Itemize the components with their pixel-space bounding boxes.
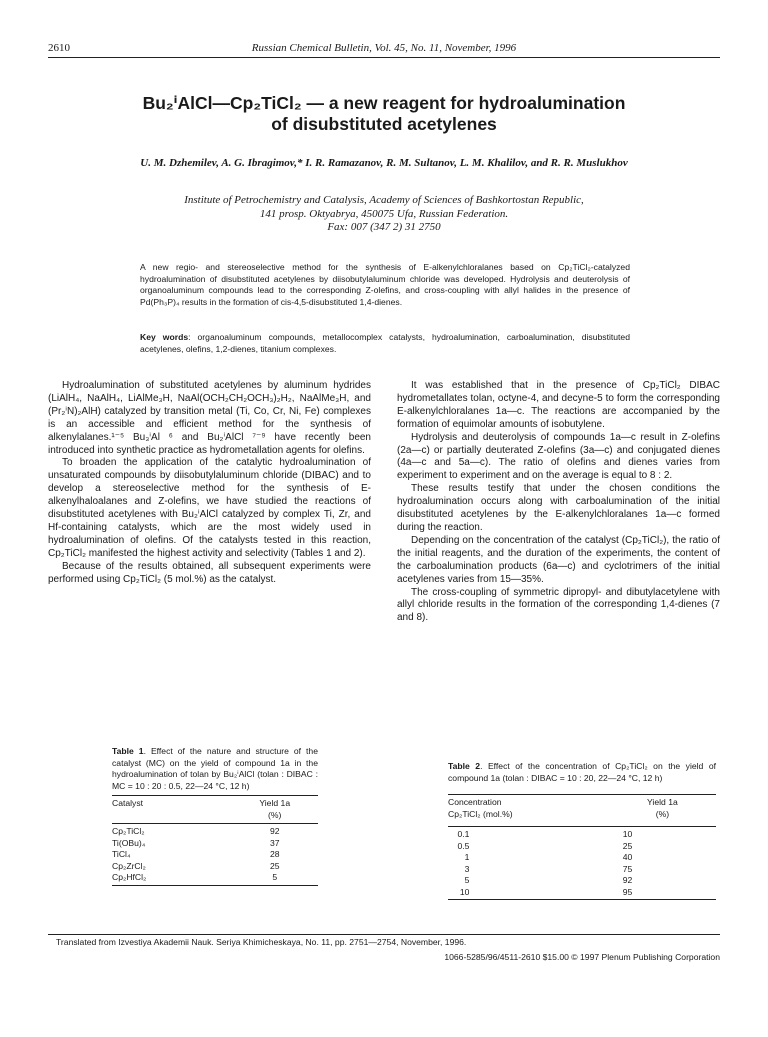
body-column-right [397,380,720,625]
table-cell: 5 [272,872,278,882]
article-title [48,93,720,135]
table-cell: TiCl₄ [112,849,131,859]
column-header [231,796,318,821]
table-2-label: Table 2 [448,761,481,771]
table-rule [448,899,716,900]
table-row [112,861,318,873]
table-cell: 75 [622,863,633,874]
paragraph: Depending on the concentration of the catalyst (Cp₂TiCl₂), the ratio of the initial reagents, and the duration of the experiments, the content of the carboalumination products (6a—c) and cyclotrimers of the initial acetylenes varies from 15—35%. [397,534,720,585]
paragraph: Because of the results obtained, all subsequent experiments were performed using Cp₂TiCl₂ (5 mol.%) as the catalyst. [48,560,371,585]
journal-citation: Russian Chemical Bulletin, Vol. 45, No. 11, November, 1996 [251,42,517,54]
table-cell: 0.1 [457,829,470,839]
table-cell: 1 [464,852,470,862]
column-header-line: Yield 1a [259,798,291,808]
table-row [112,838,318,850]
table-row [112,849,318,861]
table-header-row [448,795,716,820]
table-cell: 25 [622,840,633,851]
column-header [448,795,609,820]
translation-note: Translated from Izvestiya Akademii Nauk. Seriya Khimicheskaya, No. 11, pp. 2751—2754, November, 1996. [56,937,467,947]
column-header: Catalyst [112,798,144,808]
table-cell: 3 [464,863,470,874]
keywords-label: Key words [140,332,189,342]
table-row [448,852,716,864]
table-2-grid [448,795,716,820]
footer-rule [48,934,720,935]
table-2-caption [448,761,716,784]
column-header-line: Concentration [448,797,502,807]
table-cell: Cp₂TiCl₂ [112,826,145,836]
table-2 [448,761,716,900]
affiliation [48,194,720,235]
keywords [140,332,630,355]
title-line-2: of disubstituted acetylenes [271,114,497,134]
table-cell: 5 [464,875,470,885]
table-cell: 37 [269,837,280,848]
table-1-body [112,826,318,884]
table-cell: Cp₂HfCl₂ [112,872,147,882]
table-row [448,829,716,841]
table-cell: 92 [269,826,280,836]
table-cell: Ti(OBu)₄ [112,837,146,848]
table-cell: 40 [622,852,633,862]
column-header-line: (%) [655,808,670,819]
affiliation-fax: Fax: 007 (347 2) 31 2750 [327,221,441,233]
table-1 [112,746,318,886]
body-column-left [48,380,371,587]
affiliation-line-2: 141 prosp. Oktyabrya, 450075 Ufa, Russian Federation. [259,207,509,220]
table-1-caption [112,746,318,792]
table-rule [112,823,318,824]
header-rule [48,57,720,58]
table-cell: 95 [622,886,633,897]
table-2-caption-text: . Effect of the concentration of Cp₂TiCl₂ on the yield of compound 1a (tolan : DIBAC = 10 : 20, 22—24 °C, 12 h) [448,761,716,783]
table-cell: 28 [269,849,280,859]
paragraph: Hydrolysis and deuterolysis of compounds 1a—c result in Z-olefins (2a—c) or partially deuterated Z-olefins (3a—c) and conjugated dienes (4a—c and 5a—c). The ratio of olefins and dienes varies from experiment to experiment and on the average is equal to 8 : 2. [397,431,720,482]
table-2-body [448,829,716,898]
author-list: U. M. Dzhemilev, A. G. Ibragimov,* I. R. Ramazanov, R. M. Sultanov, L. M. Khalilov, and R. R. Muslukhov [140,157,628,169]
table-row [112,826,318,838]
paragraph: Hydroalumination of substituted acetylenes by aluminum hydrides (LiAlH₄, NaAlH₄, LiAlMe₃H, NaAl(OCH₂CH₂OCH₃)₂H₂, NaAlMe₃H, and (Pr₂ⁱN)₂AlH) catalyzed by transition metal (Ti, Co, Cr, Ni, Fe) complexes is an accessible and efficient method for the synthesis of alkenylalanes.¹⁻⁵ Bu₃ⁱAl ⁶ and Bu₂ⁱAlCl ⁷⁻⁹ have recently been introduced into synthetic practice as hydrometallation agents for olefins. [48,380,371,456]
table-row [448,887,716,899]
table-1-caption-text: . Effect of the nature and structure of the catalyst (MC) on the yield of compound 1a in the hydroalumination of tolan by Bu₂ⁱAlCl (tolan : DIBAC : MC = 10 : 20 : 0.5, 22—24 °C, 12 h) [112,746,318,791]
paragraph: To broaden the application of the catalytic hydroalumination of unsaturated compounds by diisobutylaluminum chloride (DIBAC) and to develop a stereoselective method for the synthesis of E-alkenylhaloalanes and Z-olefins, we have studied the reactions of disubstituted acetylenes with Bu₂ⁱAlCl catalyzed by complex Ti, Zr, and Hf-containing catalysts, which are the most widely used in hydroalumination of olefins. Of the catalysts tested in this reaction, Cp₂TiCl₂ manifested the highest activity and selectivity (Tables 1 and 2). [48,457,371,559]
table-row [448,875,716,887]
title-line-1: Bu₂ⁱAlCl—Cp₂TiCl₂ — a new reagent for hydroalumination [142,93,626,113]
table-header-row [112,796,318,821]
page-number: 2610 [48,42,70,54]
table-row [448,864,716,876]
column-header-line: Yield 1a [647,797,678,807]
table-cell: 92 [622,875,633,885]
affiliation-line-1: Institute of Petrochemistry and Catalysis, Academy of Sciences of Bashkortostan Republic, [184,194,584,206]
table-cell: 10 [622,829,633,839]
table-1-label: Table 1 [112,746,144,756]
table-cell: 0.5 [457,840,470,851]
copyright-line: 1066-5285/96/4511-2610 $15.00 © 1997 Plenum Publishing Corporation [444,952,720,962]
keywords-text: : organoaluminum compounds, metallocomplex catalysts, hydroalumination, carboalumination, disubstituted acetylenes, olefins, 1,2-dienes, titanium complexes. [140,332,630,354]
column-header-line: Cp₂TiCl₂ (mol.%) [448,808,513,819]
table-row [448,841,716,853]
column-header [609,795,716,820]
table-row [112,872,318,884]
paragraph: The cross-coupling of symmetric dipropyl- and dibutylacetylene with allyl chloride results in the formation of the corresponding 1,4-dienes (7 and 8). [397,586,720,624]
table-rule [448,826,716,827]
table-rule [112,885,318,886]
abstract: A new regio- and stereoselective method for the synthesis of E-alkenylchloralanes based on Cp₂TiCl₂-catalyzed hydroalumination of disubstituted acetylenes by diisobutylaluminum chloride was developed. Hydrolysis and deuterolysis of organoaluminum compounds lead to the corresponding Z-olefins, and cross-coupling with allyl halides in the presence of Pd(Ph₃P)₄ results in the formation of cis-4,5-disubstituted 1,4-dienes. [140,262,630,307]
column-header-line: (%) [268,809,282,820]
paragraph: It was established that in the presence of Cp₂TiCl₂ DIBAC hydrometallates tolan, octyne-4, and decyne-5 to form the corresponding E-alkenylchloralanes 1a—c. The reactions are accompanied by the formation of equimolar amounts of isobutylene. [397,380,720,430]
table-cell: 10 [459,886,470,897]
table-cell: Cp₂ZrCl₂ [112,860,146,871]
paragraph: These results testify that under the chosen conditions the hydroalumination occurs along with carboalumination of the initial disubstituted acetylenes by the E-alkenylchloralanes 1a—c formed during the reaction. [397,483,720,533]
table-1-grid [112,796,318,821]
table-cell: 25 [269,860,280,871]
